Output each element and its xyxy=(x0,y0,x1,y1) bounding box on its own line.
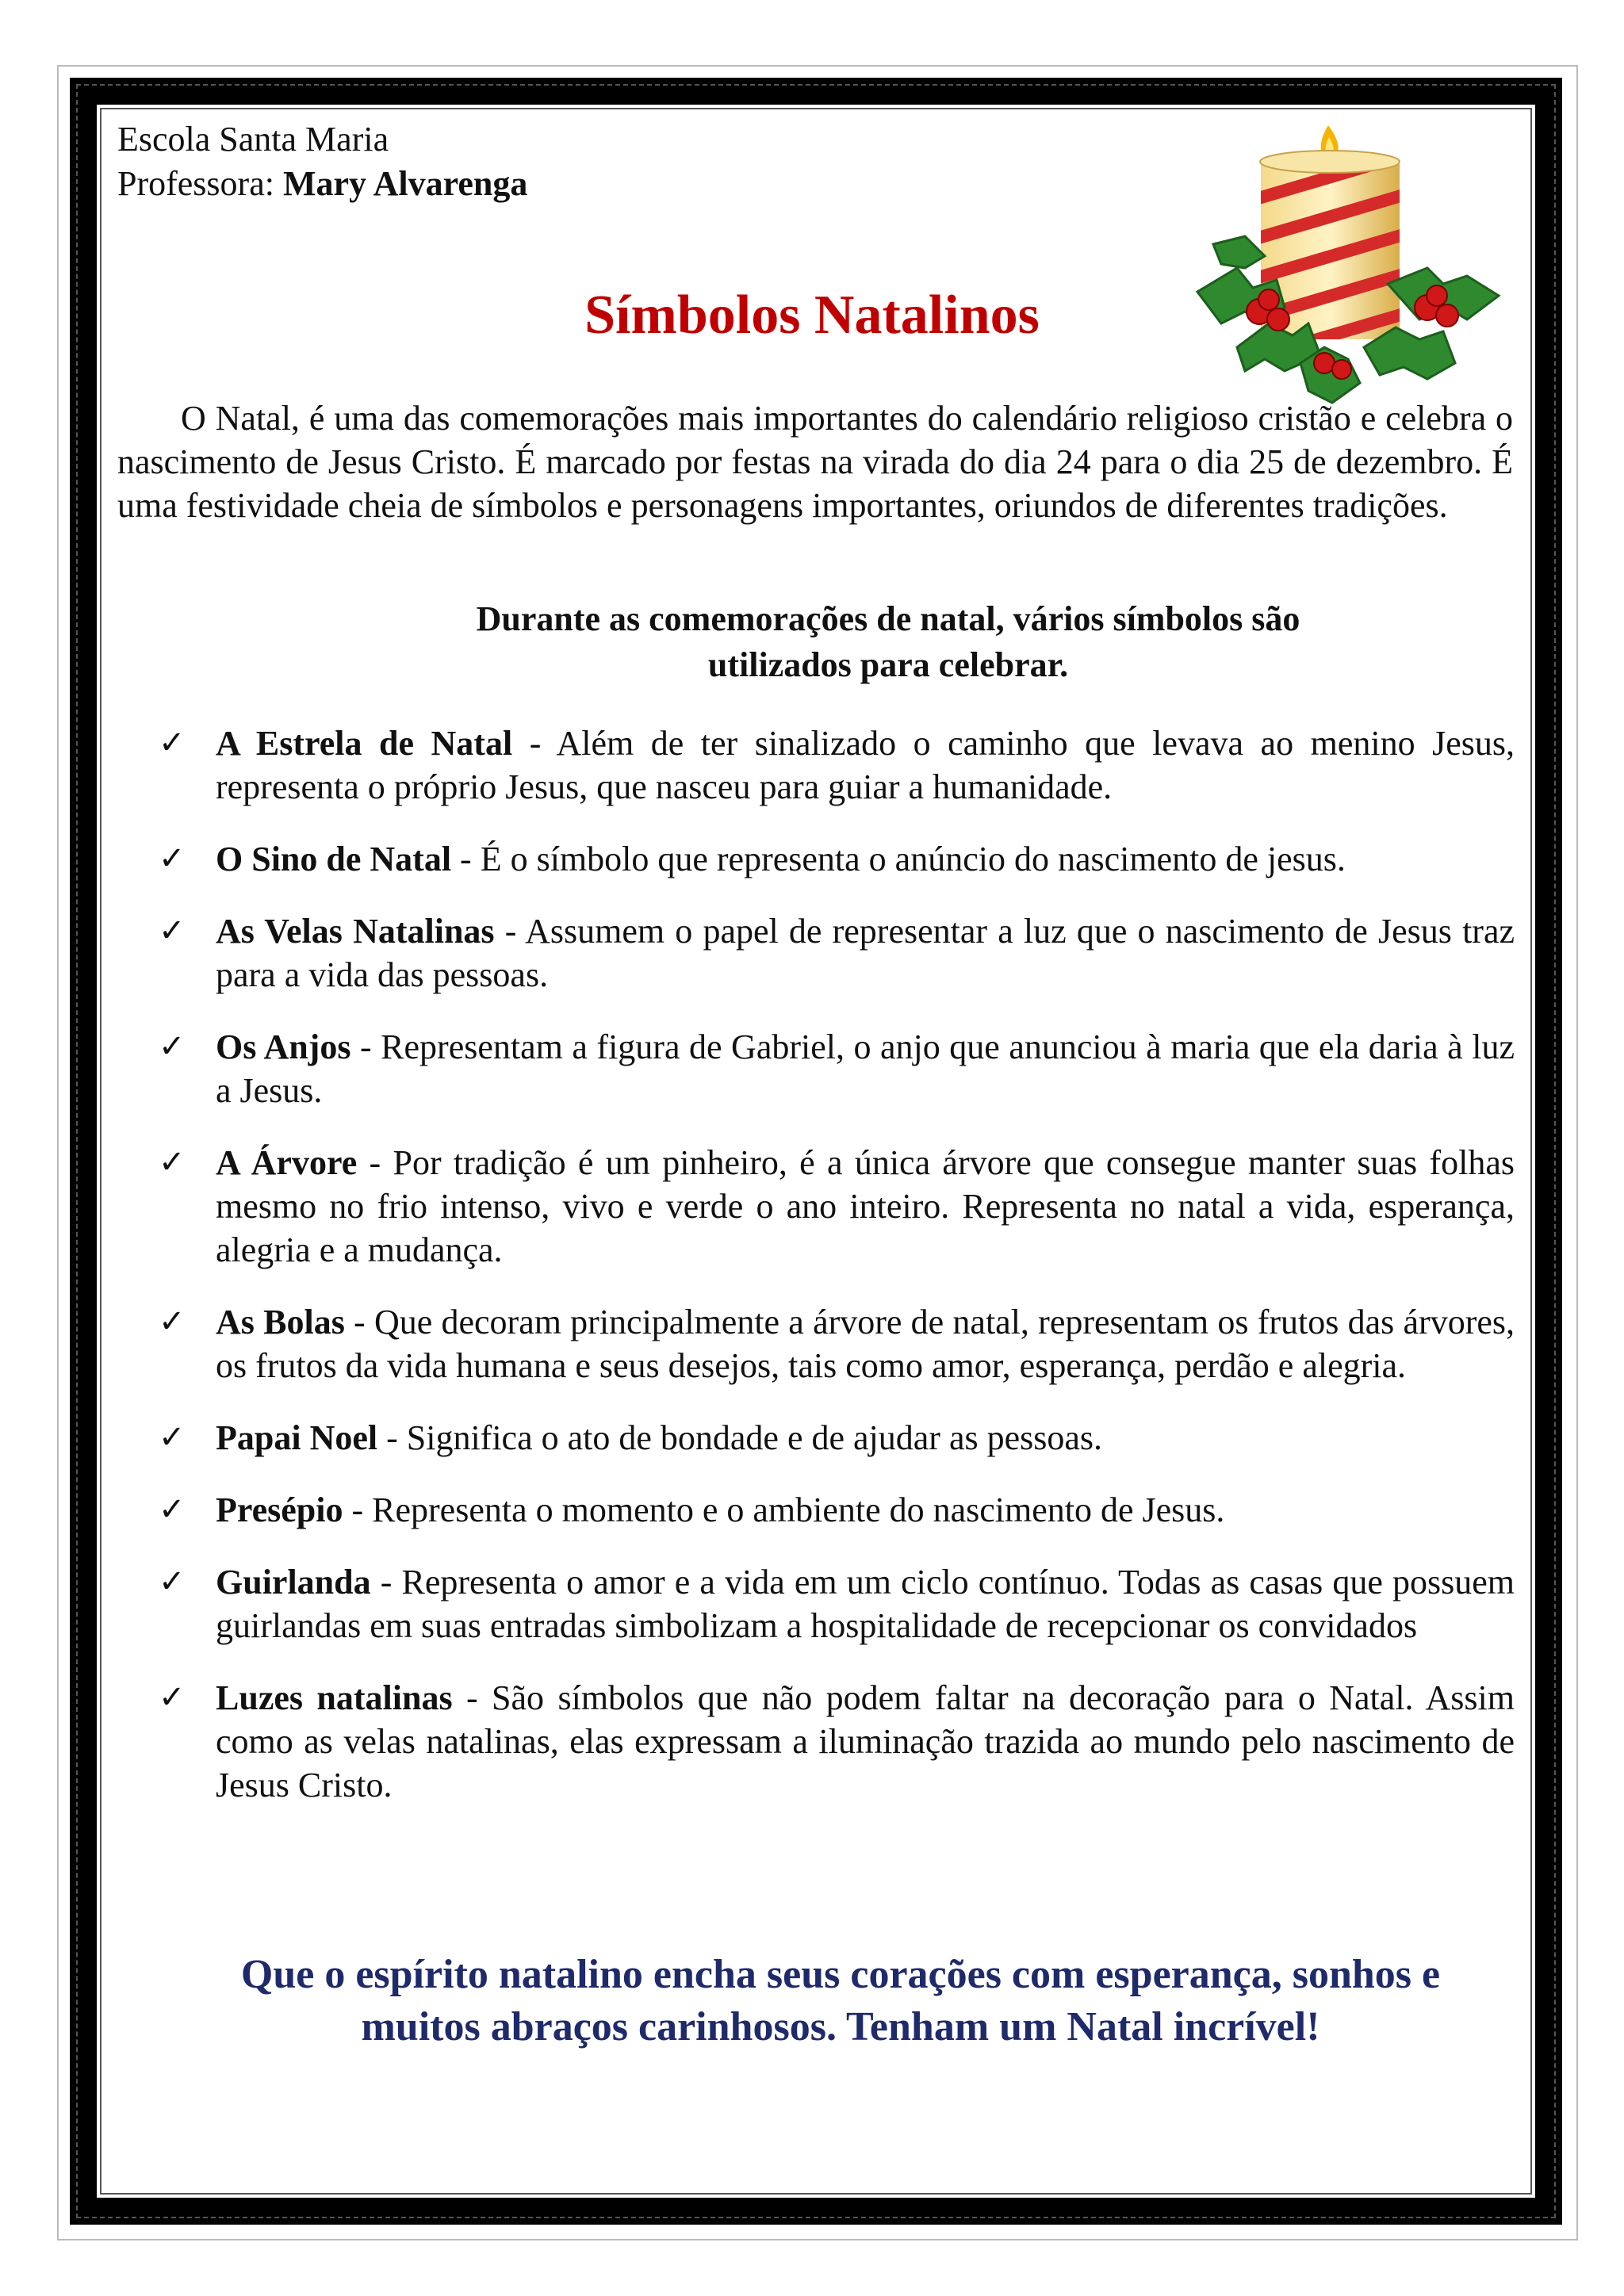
symbol-description: - Assumem o papel de representar a luz que o nascimento de Jesus traz para a vida das pessoas. xyxy=(216,912,1515,994)
list-item xyxy=(159,909,1515,997)
symbol-name: Luzes natalinas xyxy=(216,1678,453,1717)
list-item xyxy=(159,1676,1515,1807)
check-icon: ✓ xyxy=(159,1028,186,1065)
symbol-name: Papai Noel xyxy=(216,1418,378,1457)
check-icon: ✓ xyxy=(159,1303,186,1340)
teacher-name: Mary Alvarenga xyxy=(282,164,528,203)
candle-holly-illustration xyxy=(1189,109,1507,411)
closing-message xyxy=(174,1949,1507,2053)
check-icon: ✓ xyxy=(159,1491,186,1528)
check-icon: ✓ xyxy=(159,725,186,761)
page-title: Símbolos Natalinos xyxy=(584,285,1040,346)
symbol-description: - Representa o amor e a vida em um ciclo contínuo. Todas as casas que possuem guirlandas em suas entradas simbolizam a hospitalidade de recepcionar os convidados xyxy=(216,1563,1515,1645)
check-icon: ✓ xyxy=(159,1679,186,1716)
symbol-name: O Sino de Natal xyxy=(216,840,452,878)
symbol-description: - Representa o momento e o ambiente do nascimento de Jesus. xyxy=(343,1490,1225,1529)
symbol-name: A Estrela de Natal xyxy=(216,724,513,763)
list-item xyxy=(159,1416,1515,1460)
intro-paragraph: O Natal, é uma das comemorações mais importantes do calendário religioso cristão e celebra o nascimento de Jesus Cristo. É marcado por festas na virada do dia 24 para o dia 25 de dezembro. É uma festividade cheia de símbolos e personagens importantes, oriundos de diferentes tradições. xyxy=(117,399,1513,525)
teacher-label: Professora: xyxy=(117,164,274,203)
check-icon: ✓ xyxy=(159,1419,186,1456)
symbol-description: - Significa o ato de bondade e de ajudar as pessoas. xyxy=(377,1418,1103,1457)
closing-line-1: Que o espírito natalino encha seus corações com esperança, sonhos e xyxy=(240,1952,1441,1997)
symbol-name: As Velas Natalinas xyxy=(216,912,495,951)
symbols-list xyxy=(159,721,1515,1835)
list-item xyxy=(159,1488,1515,1532)
list-item xyxy=(159,837,1515,881)
symbol-description: - É o símbolo que representa o anúncio do nascimento de jesus. xyxy=(451,840,1346,878)
list-item xyxy=(159,1025,1515,1112)
subheading-line-1: Durante as comemorações de natal, vários símbolos são xyxy=(476,599,1300,638)
school-header xyxy=(117,117,527,206)
check-icon: ✓ xyxy=(159,1144,186,1181)
symbol-name: A Árvore xyxy=(216,1143,358,1182)
list-item xyxy=(159,721,1515,809)
symbol-name: As Bolas xyxy=(216,1303,345,1341)
symbol-name: Guirlanda xyxy=(216,1563,371,1601)
symbol-description: - Além de ter sinalizado o caminho que levava ao menino Jesus, representa o próprio Jesus, que nasceu para guiar a humanidade. xyxy=(216,724,1515,806)
teacher-line xyxy=(117,162,527,206)
school-name: Escola Santa Maria xyxy=(117,120,389,159)
check-icon: ✓ xyxy=(159,913,186,949)
closing-line-2: muitos abraços carinhosos. Tenham um Natal incrível! xyxy=(361,2004,1320,2049)
symbol-name: Os Anjos xyxy=(216,1027,351,1066)
symbol-description: - São símbolos que não podem faltar na decoração para o Natal. Assim como as velas natalinas, elas expressam a iluminação trazida ao mundo pelo nascimento de Jesus Cristo. xyxy=(216,1678,1515,1804)
list-item xyxy=(159,1300,1515,1387)
symbol-description: - Representam a figura de Gabriel, o anjo que anunciou à maria que ela daria à luz a Jesus. xyxy=(216,1027,1515,1110)
symbol-description: - Que decoram principalmente a árvore de natal, representam os frutos das árvores, os frutos da vida humana e seus desejos, tais como amor, esperança, perdão e alegria. xyxy=(216,1303,1515,1385)
subheading xyxy=(381,596,1396,688)
list-item xyxy=(159,1560,1515,1647)
check-icon: ✓ xyxy=(159,1563,186,1600)
list-item xyxy=(159,1141,1515,1272)
subheading-line-2: utilizados para celebrar. xyxy=(707,645,1069,684)
check-icon: ✓ xyxy=(159,840,186,877)
symbol-name: Presépio xyxy=(216,1490,343,1529)
symbol-description: - Por tradição é um pinheiro, é a única árvore que consegue manter suas folhas mesmo no frio intenso, vivo e verde o ano inteiro. Representa no natal a vida, esperança, alegria e a mudança. xyxy=(216,1143,1515,1269)
